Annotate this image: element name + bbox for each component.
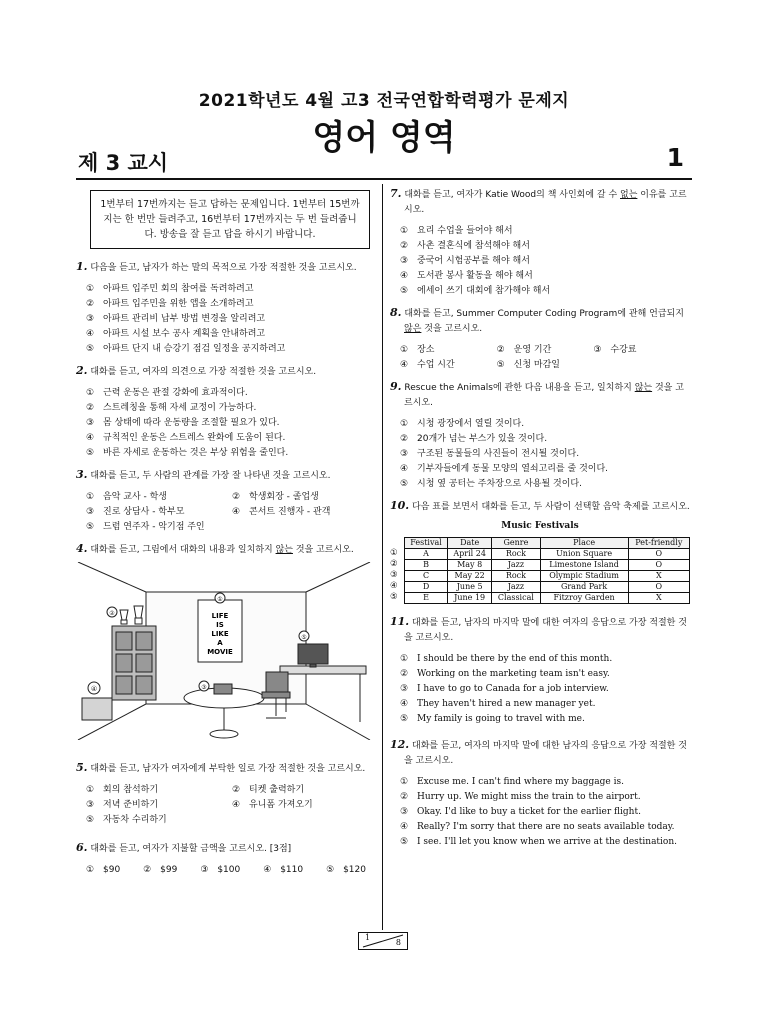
option-5[interactable]: ⑤ My family is going to travel with me. [400,714,585,724]
total-pages: 8 [395,938,401,947]
option-list [390,417,690,492]
option-list [76,282,372,357]
header-cell: Genre [492,538,540,549]
question-number: 10. [390,499,410,512]
svg-text:①: ① [217,596,223,603]
row-mark[interactable]: ③ [390,570,398,580]
option-1[interactable]: ① 음악 교사 - 학생 [86,492,167,502]
poster-line-3: LIKE [211,630,229,638]
question-text: 대화를 듣고, 여자의 의견으로 가장 적절한 것을 고르시오. [90,367,317,377]
question-text: 다음 표를 보면서 대화를 듣고, 두 사람이 선택할 음악 축제를 고르시오. [412,502,690,512]
option-list [390,224,690,299]
question-stem [390,614,690,646]
question-number: 6. [76,841,88,854]
option-5[interactable]: ⑤ 에세이 쓰기 대회에 참가해야 해서 [400,286,551,296]
question-8 [390,305,690,373]
option-list [76,863,366,878]
question-number: 11. [390,615,410,628]
poster-line-2: IS [216,621,224,629]
svg-text:②: ② [109,610,115,617]
option-list [76,783,372,828]
poster [198,593,242,662]
option-1[interactable]: ① 요리 수업을 들어야 해서 [400,226,513,236]
question-number: 9. [390,380,402,393]
question-stem [390,498,690,515]
option-1[interactable]: ① 아파트 입주민 회의 참여를 독려하려고 [86,284,254,294]
option-3[interactable]: ③ Okay. I'd like to buy a ticket for the earlier flight. [400,807,641,817]
row-marks [390,537,404,603]
question-stem [76,840,372,857]
option-3[interactable]: ③ 중국어 시험공부를 해야 해서 [400,256,530,266]
table-row: E June 19 Classical Fitzroy Garden X [405,593,690,604]
exam-title: 영어 영역 [312,118,456,158]
table-header-row [405,538,690,549]
header-cell: Festival [405,538,448,549]
table-row: A April 24 Rock Union Square O [405,549,690,560]
option-1[interactable]: ① 근력 운동은 관절 강화에 효과적이다. [86,388,248,398]
option-4[interactable]: ④ 수업 시간 [400,360,455,370]
option-2[interactable]: ② 스트레칭을 통해 자세 교정이 가능하다. [86,403,257,413]
question-stem: 7. 대화를 듣고, 여자가 Katie Wood의 책 사인회에 갈 수 없는 이유를 고르시오. [390,187,687,215]
exam-subtitle: 2021학년도 4월 고3 전국연합학력평가 문제지 [198,91,570,111]
option-5[interactable]: ⑤ 드럼 연주자 - 악기점 주인 [86,522,205,532]
header-divider [76,178,692,180]
question-4 [76,541,372,754]
row-mark[interactable]: ④ [390,581,398,591]
option-5[interactable]: ⑤ I see. I'll let you know when we arrive at the destination. [400,837,678,847]
option-5[interactable]: ⑤ 신청 마감일 [496,360,560,370]
option-3[interactable]: ③ 아파트 관리비 납부 방법 변경을 알리려고 [86,314,266,324]
row-mark[interactable]: ② [390,559,398,569]
table-row: D June 5 Jazz Grand Park O [405,582,690,593]
question-stem [76,760,372,777]
header-cell: Date [448,538,492,549]
question-3 [76,467,372,535]
option-5[interactable]: ⑤ 아파트 단지 내 승강기 점검 일정을 공지하려고 [86,344,286,354]
option-2[interactable]: ② $99 [143,865,178,875]
svg-text:⑤: ⑤ [301,634,307,641]
festival-table [404,537,690,604]
question-stem [76,259,372,276]
question-stem: 4. 대화를 듣고, 그림에서 대화의 내용과 일치하지 않는 것을 고르시오. [76,542,354,555]
option-1[interactable]: ① Excuse me. I can't find where my baggage is. [400,777,624,787]
current-page: 1 [365,933,371,942]
svg-text:③: ③ [201,684,207,691]
question-number: 7. [390,187,402,200]
option-4[interactable]: ④ 유니폼 가져오기 [232,800,313,810]
option-4[interactable]: ④ $110 [263,865,304,875]
option-3[interactable]: ③ 진로 상담사 - 학부모 [86,507,185,517]
option-1[interactable]: ① I should be there by the end of this month. [400,654,613,664]
table-row: B May 8 Jazz Limestone Island O [405,560,690,571]
question-stem [76,467,372,484]
option-list [390,775,690,850]
question-12 [390,737,690,850]
cabinet [112,626,156,700]
question-1 [76,259,372,357]
box [82,682,112,720]
question-text: 대화를 듣고, 여자가 지불할 금액을 고르시오. [3점] [90,844,292,854]
poster-line-5: MOVIE [207,648,233,656]
option-3[interactable]: ③ 몸 상태에 따라 운동량을 조절할 필요가 있다. [86,418,280,428]
option-5[interactable]: ⑤ 시청 옆 공터는 주차장으로 사용될 것이다. [400,479,582,489]
exam-header [0,0,768,180]
svg-text:④: ④ [90,685,98,693]
question-11 [390,614,690,727]
right-column [390,186,690,856]
option-list [76,490,372,535]
question-6 [76,840,372,878]
table-title: Music Festivals [501,521,579,531]
option-3[interactable]: ③ 저녁 준비하기 [86,800,159,810]
option-3[interactable]: ③ I have to go to Canada for a job interview. [400,684,609,694]
question-number: 8. [390,306,402,319]
option-list [390,652,690,727]
option-4[interactable]: ④ 아파트 시설 보수 공사 계획을 안내하려고 [86,329,266,339]
option-1[interactable]: ① 시청 광장에서 열릴 것이다. [400,419,525,429]
question-stem [76,363,372,380]
poster-line-4: A [217,639,223,647]
option-3[interactable]: ③ 수강료 [593,345,637,355]
option-2[interactable]: ② 티켓 출력하기 [232,785,305,795]
festival-table-wrap [390,537,690,604]
trophies [107,606,143,624]
option-2[interactable]: ② Hurry up. We might miss the train to the airport. [400,792,641,802]
option-1[interactable]: ① 장소 [400,345,435,355]
question-text: 다음을 듣고, 남자가 하는 말의 목적으로 가장 적절한 것을 고르시오. [90,263,357,273]
option-2[interactable]: ② Working on the marketing team isn't easy. [400,669,610,679]
option-3[interactable]: ③ $100 [200,865,241,875]
option-5[interactable]: ⑤ 바른 자세로 운동하는 것은 부상 위험을 줄인다. [86,448,289,458]
question-stem: 8. 대화를 듣고, Summer Computer Coding Program에 관해 언급되지 않은 것을 고르시오. [390,306,684,334]
question-7 [390,186,690,299]
option-2[interactable]: ② 학생회장 - 졸업생 [232,492,319,502]
page-number: 1 [666,143,684,172]
column-divider [382,184,383,930]
question-9 [390,379,690,492]
option-1[interactable]: ① $90 [86,865,121,875]
row-mark[interactable]: ① [390,548,398,558]
table-row: C May 22 Rock Olympic Stadium X [405,571,690,582]
question-number: 5. [76,761,88,774]
question-10 [390,498,690,604]
question-stem: 9. Rescue the Animals에 관한 다음 내용을 듣고, 일치하지 않는 것을 고르시오. [390,380,684,408]
row-mark[interactable]: ⑤ [390,592,398,602]
option-4[interactable]: ④ 도서관 봉사 활동을 해야 해서 [400,271,533,281]
header-cell: Pet-friendly [628,538,689,549]
question-number: 4. [76,542,88,555]
question-number: 1. [76,260,88,273]
option-4[interactable]: ④ 규칙적인 운동은 스트레스 완화에 도움이 된다. [86,433,286,443]
option-1[interactable]: ① 회의 참석하기 [86,785,159,795]
question-text: 대화를 듣고, 두 사람의 관계를 가장 잘 나타낸 것을 고르시오. [90,471,331,481]
exam-period: 제 3 교시 [78,151,169,175]
option-2[interactable]: ② 운영 기간 [496,345,552,355]
option-4[interactable]: ④ Really? I'm sorry that there are no seats available today. [400,822,675,832]
question-number: 2. [76,364,88,377]
option-5[interactable]: ⑤ 자동차 수리하기 [86,815,167,825]
question-5 [76,760,372,828]
option-2[interactable]: ② 아파트 입주민을 위한 앱을 소개하려고 [86,299,254,309]
option-4[interactable]: ④ 기부자들에게 동물 모양의 열쇠고리를 줄 것이다. [400,464,609,474]
question-2 [76,363,372,461]
option-5[interactable]: ⑤ $120 [326,865,366,875]
question-text: 대화를 듣고, 남자가 여자에게 부탁한 일로 가장 적절한 것을 고르시오. [90,764,366,774]
question-stem [390,737,690,769]
option-2[interactable]: ② 사촌 결혼식에 참석해야 해서 [400,241,530,251]
question-text: 대화를 듣고, 여자의 마지막 말에 대한 남자의 응답으로 가장 적절한 것을 고르시오. [404,741,687,766]
listening-notice: 1번부터 17번까지는 듣고 답하는 문제입니다. 1번부터 15번까지는 한 번만 들려주고, 16번부터 17번까지는 두 번 들려줍니다. 방송을 잘 듣고 답을 하시기 바랍니다. [90,190,370,249]
left-column [76,186,372,884]
option-3[interactable]: ③ 구조된 동물들의 사진들이 전시될 것이다. [400,449,580,459]
option-2[interactable]: ② 20개가 넘는 부스가 있을 것이다. [400,434,548,444]
option-list [390,343,690,373]
poster-line-1: LIFE [211,612,229,620]
page-indicator [358,932,408,950]
question-number: 12. [390,738,410,751]
option-4[interactable]: ④ They haven't hired a new manager yet. [400,699,596,709]
question-number: 3. [76,468,88,481]
option-list [76,386,372,461]
question-text: 대화를 듣고, 남자의 마지막 말에 대한 여자의 응답으로 가장 적절한 것을 고르시오. [404,618,687,643]
option-4[interactable]: ④ 콘서트 진행자 - 관객 [232,507,331,517]
room-illustration [76,562,372,740]
header-cell: Place [540,538,628,549]
